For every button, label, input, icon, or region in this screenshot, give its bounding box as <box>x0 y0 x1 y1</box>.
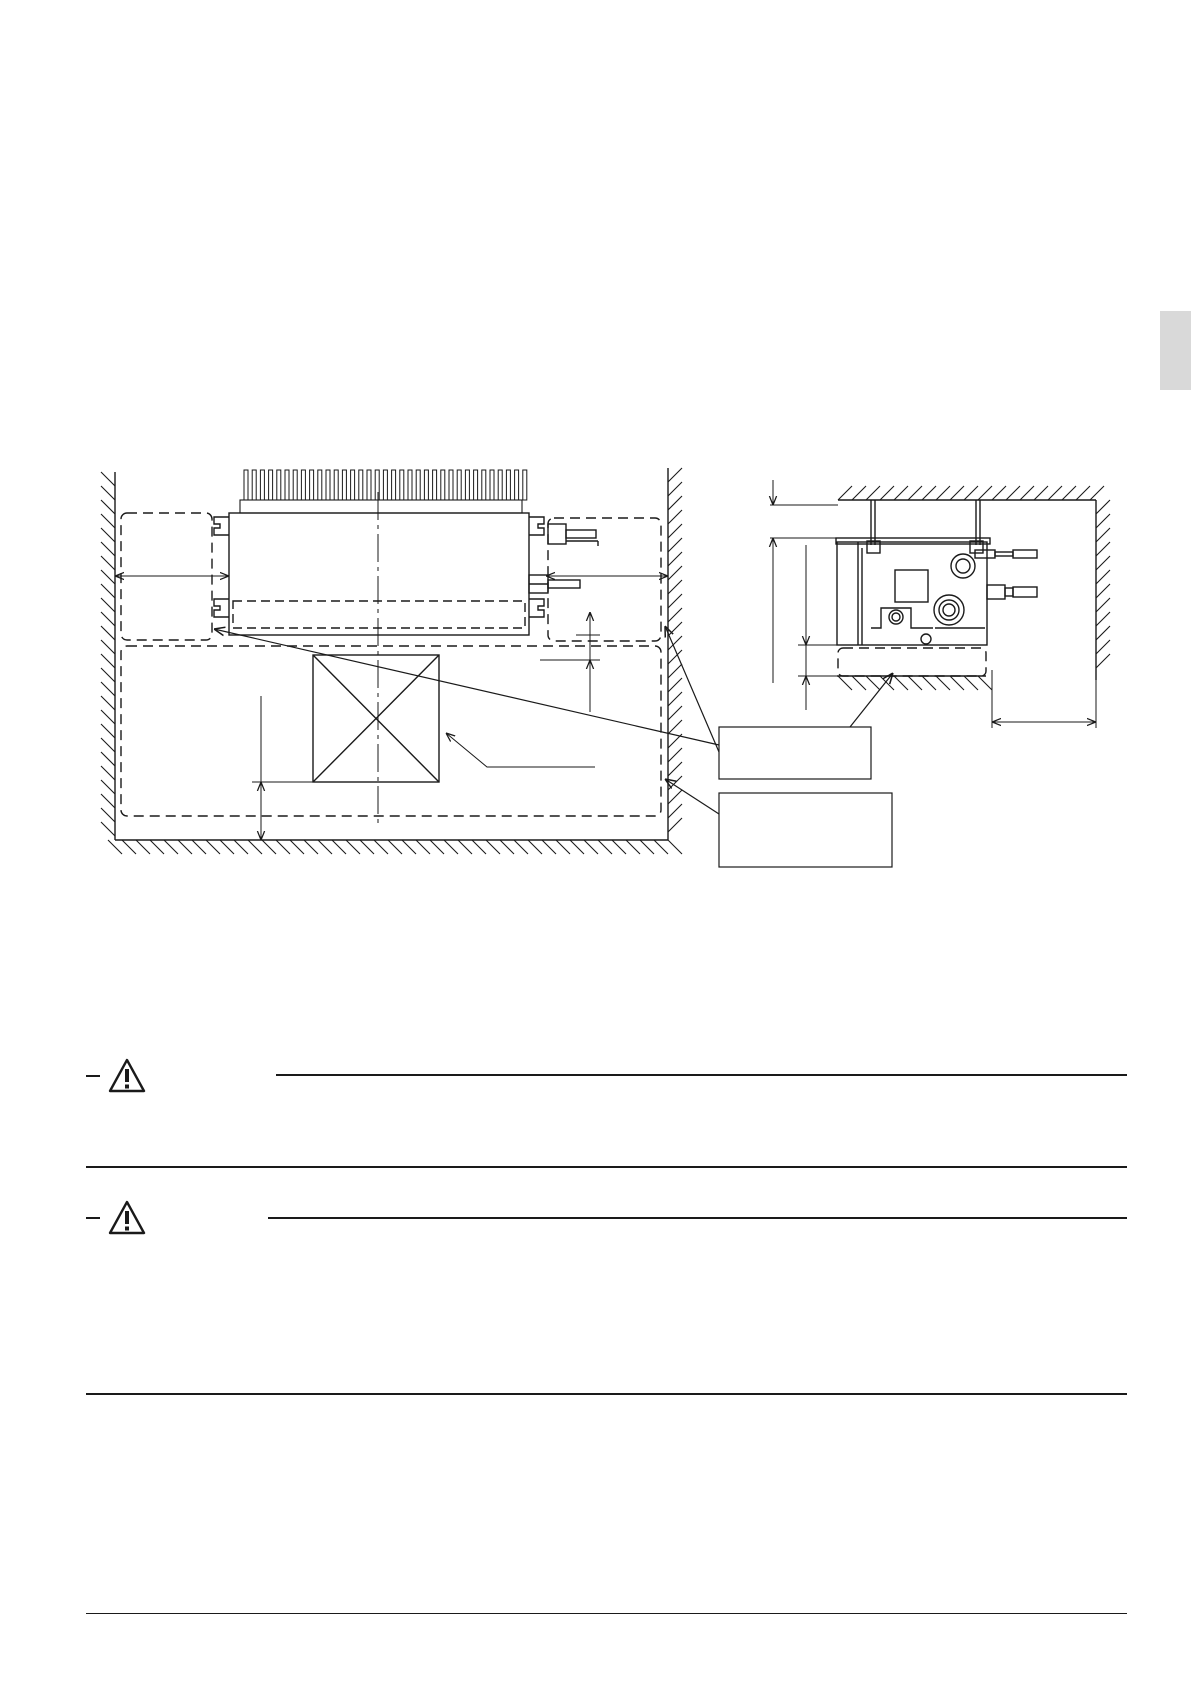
terminal-pin <box>523 470 527 500</box>
terminal-pin <box>416 470 420 500</box>
terminal-pin <box>310 470 314 500</box>
floor-hatch-line <box>852 486 866 500</box>
floor-hatch-line <box>416 840 430 854</box>
floor-hatch-line <box>318 840 332 854</box>
terminal-pin <box>342 470 346 500</box>
wall-hatch-line <box>101 822 115 836</box>
floor-hatch-line <box>206 840 220 854</box>
side-wall <box>1096 500 1110 680</box>
wall-hatch-line <box>668 790 682 804</box>
floor-hatch-line <box>514 840 528 854</box>
leader-hatch <box>446 733 595 767</box>
ceiling-underside <box>837 676 992 690</box>
floor-hatch-line <box>964 486 978 500</box>
wall-hatch-line <box>101 486 115 500</box>
terminal-pin <box>244 470 248 500</box>
floor-hatch-line <box>908 676 922 690</box>
wall-hatch-line <box>668 524 682 538</box>
floor-hatch-line <box>290 840 304 854</box>
wall-hatch-line <box>101 542 115 556</box>
terminal-pin <box>301 470 305 500</box>
wall-hatch-line <box>1096 612 1110 626</box>
terminal-pin <box>408 470 412 500</box>
wall-hatch-line <box>101 570 115 584</box>
wall-hatch-line <box>1096 528 1110 542</box>
terminal-pin <box>260 470 264 500</box>
floor-hatch-line <box>234 840 248 854</box>
floor-hatch-line <box>978 676 992 690</box>
floor-hatch-line <box>430 840 444 854</box>
floor-hatch-line <box>304 840 318 854</box>
floor-hatch-line <box>1006 486 1020 500</box>
floor-hatch-line <box>150 840 164 854</box>
warning-triangle-icon <box>108 1200 146 1236</box>
floor-hatch-line <box>346 840 360 854</box>
floor-hatch-line <box>1090 486 1104 500</box>
terminal-pin <box>383 470 387 500</box>
terminal-pin <box>498 470 502 500</box>
floor-hatch-line <box>108 840 122 854</box>
wall-hatch-line <box>668 692 682 706</box>
wall-hatch-line <box>101 528 115 542</box>
floor-hatch-line <box>992 486 1006 500</box>
terminal-pin <box>359 470 363 500</box>
wall-hatch-line <box>101 724 115 738</box>
service-space-bottom <box>121 646 661 816</box>
wall-hatch-line <box>668 496 682 510</box>
floor <box>108 840 682 854</box>
wall-hatch-line <box>1096 514 1110 528</box>
wall-hatch-line <box>101 696 115 710</box>
floor-hatch-line <box>360 840 374 854</box>
wall-hatch-line <box>101 682 115 696</box>
floor-hatch-line <box>542 840 556 854</box>
wall-hatch-line <box>668 510 682 524</box>
leader-callout-1-b <box>665 626 719 752</box>
floor-hatch-line <box>220 840 234 854</box>
terminal-pin <box>351 470 355 500</box>
floor-hatch-line <box>136 840 150 854</box>
floor-hatch-line <box>1076 486 1090 500</box>
side-dimensions <box>770 480 1096 728</box>
front-view <box>101 468 682 854</box>
floor-hatch-line <box>922 486 936 500</box>
floor-hatch-line <box>598 840 612 854</box>
terminal-pin <box>318 470 322 500</box>
wall-hatch-line <box>1096 584 1110 598</box>
floor-hatch-line <box>654 840 668 854</box>
terminal-pin <box>269 470 273 500</box>
floor-hatch-line <box>1034 486 1048 500</box>
wall-hatch-line <box>101 766 115 780</box>
warning-dash <box>86 1217 100 1219</box>
floor-hatch-line <box>332 840 346 854</box>
terminal-pin <box>474 470 478 500</box>
warning-rule-bottom-2 <box>86 1393 1127 1395</box>
floor-hatch-line <box>866 486 880 500</box>
terminal-pin <box>424 470 428 500</box>
floor-hatch-line <box>950 676 964 690</box>
wall-hatch-line <box>101 584 115 598</box>
terminal-pin <box>482 470 486 500</box>
floor-hatch-line <box>908 486 922 500</box>
wall-hatch-line <box>101 808 115 822</box>
floor-hatch-line <box>500 840 514 854</box>
warning-heading-1 <box>86 1058 156 1094</box>
wall-hatch-line <box>101 626 115 640</box>
terminal-pin <box>433 470 437 500</box>
floor-hatch-line <box>880 676 894 690</box>
mounting-lug <box>529 517 544 535</box>
terminal-pin <box>252 470 256 500</box>
wiring-terminal-row <box>240 470 527 513</box>
floor-hatch-line <box>472 840 486 854</box>
floor-hatch-line <box>866 676 880 690</box>
terminal-pin <box>449 470 453 500</box>
unit-inner-panel <box>233 601 525 628</box>
floor-hatch-line <box>262 840 276 854</box>
wall-hatch-line <box>668 622 682 636</box>
left-wall <box>101 472 115 840</box>
wall-hatch-line <box>101 668 115 682</box>
wall-hatch-line <box>101 738 115 752</box>
terminal-pin <box>285 470 289 500</box>
wall-hatch-line <box>668 468 682 482</box>
wall-hatch-line <box>101 612 115 626</box>
callout-box-1 <box>719 727 871 779</box>
wall-hatch-line <box>101 794 115 808</box>
floor-hatch-line <box>838 676 852 690</box>
floor-hatch-line <box>640 840 654 854</box>
wall-hatch-line <box>1096 626 1110 640</box>
side-view <box>770 480 1110 728</box>
floor-hatch-line <box>444 840 458 854</box>
wall-hatch-line <box>1096 542 1110 556</box>
floor-hatch-line <box>922 676 936 690</box>
wall-hatch-line <box>668 818 682 832</box>
wall-hatch-line <box>668 720 682 734</box>
warning-rule-top-1 <box>276 1074 1127 1076</box>
floor-hatch-line <box>248 840 262 854</box>
side-drain-space <box>838 648 986 676</box>
callouts <box>214 626 893 867</box>
terminal-pin <box>326 470 330 500</box>
terminal-pin <box>293 470 297 500</box>
floor-hatch-line <box>612 840 626 854</box>
floor-hatch-line <box>1048 486 1062 500</box>
wall-hatch-line <box>668 678 682 692</box>
right-wall <box>668 468 682 840</box>
floor-hatch-line <box>936 486 950 500</box>
terminal-pin <box>490 470 494 500</box>
terminal-pin <box>506 470 510 500</box>
mounting-lug <box>529 599 544 617</box>
floor-hatch-line <box>276 840 290 854</box>
floor-hatch-line <box>164 840 178 854</box>
footer-rule <box>86 1613 1127 1614</box>
wall-hatch-line <box>668 748 682 762</box>
floor-hatch-line <box>570 840 584 854</box>
leader-callout-2 <box>665 779 719 814</box>
wall-hatch-line <box>668 762 682 776</box>
terminal-pin <box>392 470 396 500</box>
floor-hatch-line <box>936 676 950 690</box>
wall-hatch-line <box>101 472 115 486</box>
mounting-lug <box>214 599 229 617</box>
side-fittings <box>889 554 975 644</box>
floor-hatch-line <box>192 840 206 854</box>
wall-hatch-line <box>668 566 682 580</box>
wall-hatch-line <box>668 664 682 678</box>
wall-hatch-line <box>668 482 682 496</box>
floor-hatch-line <box>374 840 388 854</box>
floor-hatch-line <box>838 486 852 500</box>
wall-hatch-line <box>101 780 115 794</box>
warning-rule-bottom-1 <box>86 1166 1127 1168</box>
terminal-pin <box>465 470 469 500</box>
warning-triangle-icon <box>108 1058 146 1094</box>
floor-hatch-line <box>388 840 402 854</box>
floor-hatch-line <box>1062 486 1076 500</box>
mounting-lug <box>214 517 229 535</box>
wall-hatch-line <box>101 710 115 724</box>
warning-dash <box>86 1075 100 1077</box>
wall-hatch-line <box>101 640 115 654</box>
wall-hatch-line <box>1096 640 1110 654</box>
terminal-pin <box>375 470 379 500</box>
terminal-base <box>240 500 522 513</box>
floor-hatch-line <box>122 840 136 854</box>
warning-rule-top-2 <box>268 1217 1127 1219</box>
inspection-hatch <box>313 655 439 782</box>
wall-hatch-line <box>668 706 682 720</box>
terminal-pin <box>277 470 281 500</box>
terminal-pin <box>441 470 445 500</box>
wall-hatch-line <box>1096 598 1110 612</box>
terminal-pin <box>457 470 461 500</box>
floor-hatch-line <box>402 840 416 854</box>
floor-hatch-line <box>528 840 542 854</box>
floor-hatch-line <box>894 676 908 690</box>
terminal-pin <box>367 470 371 500</box>
floor-hatch-line <box>556 840 570 854</box>
wall-hatch-line <box>1096 570 1110 584</box>
floor-hatch-line <box>584 840 598 854</box>
floor-hatch-line <box>964 676 978 690</box>
warning-heading-2 <box>86 1200 156 1236</box>
floor-hatch-line <box>950 486 964 500</box>
wall-hatch-line <box>668 804 682 818</box>
callout-box-2 <box>719 793 892 867</box>
refrigerant-pipes <box>975 550 1037 599</box>
unit-body <box>229 513 529 635</box>
wall-hatch-line <box>1096 500 1110 514</box>
wall-hatch-line <box>101 752 115 766</box>
ceiling <box>838 486 1104 500</box>
floor-hatch-line <box>894 486 908 500</box>
wall-hatch-line <box>668 552 682 566</box>
wall-hatch-line <box>668 580 682 594</box>
terminal-pin <box>400 470 404 500</box>
floor-hatch-line <box>880 486 894 500</box>
floor-hatch-line <box>458 840 472 854</box>
wall-hatch-line <box>101 598 115 612</box>
wall-hatch-line <box>101 514 115 528</box>
terminal-pin <box>334 470 338 500</box>
floor-hatch-line <box>626 840 640 854</box>
floor-hatch-line <box>852 676 866 690</box>
wall-hatch-line <box>101 654 115 668</box>
wall-hatch-line <box>668 594 682 608</box>
terminal-pin <box>515 470 519 500</box>
floor-hatch-line <box>486 840 500 854</box>
wall-hatch-line <box>101 556 115 570</box>
floor-hatch-line <box>978 486 992 500</box>
floor-hatch-line <box>1020 486 1034 500</box>
wall-hatch-line <box>668 538 682 552</box>
floor-hatch-line <box>178 840 192 854</box>
wall-hatch-line <box>1096 556 1110 570</box>
wall-hatch-line <box>668 608 682 622</box>
floor-hatch-line <box>668 840 682 854</box>
wall-hatch-line <box>1096 654 1110 668</box>
wall-hatch-line <box>101 500 115 514</box>
